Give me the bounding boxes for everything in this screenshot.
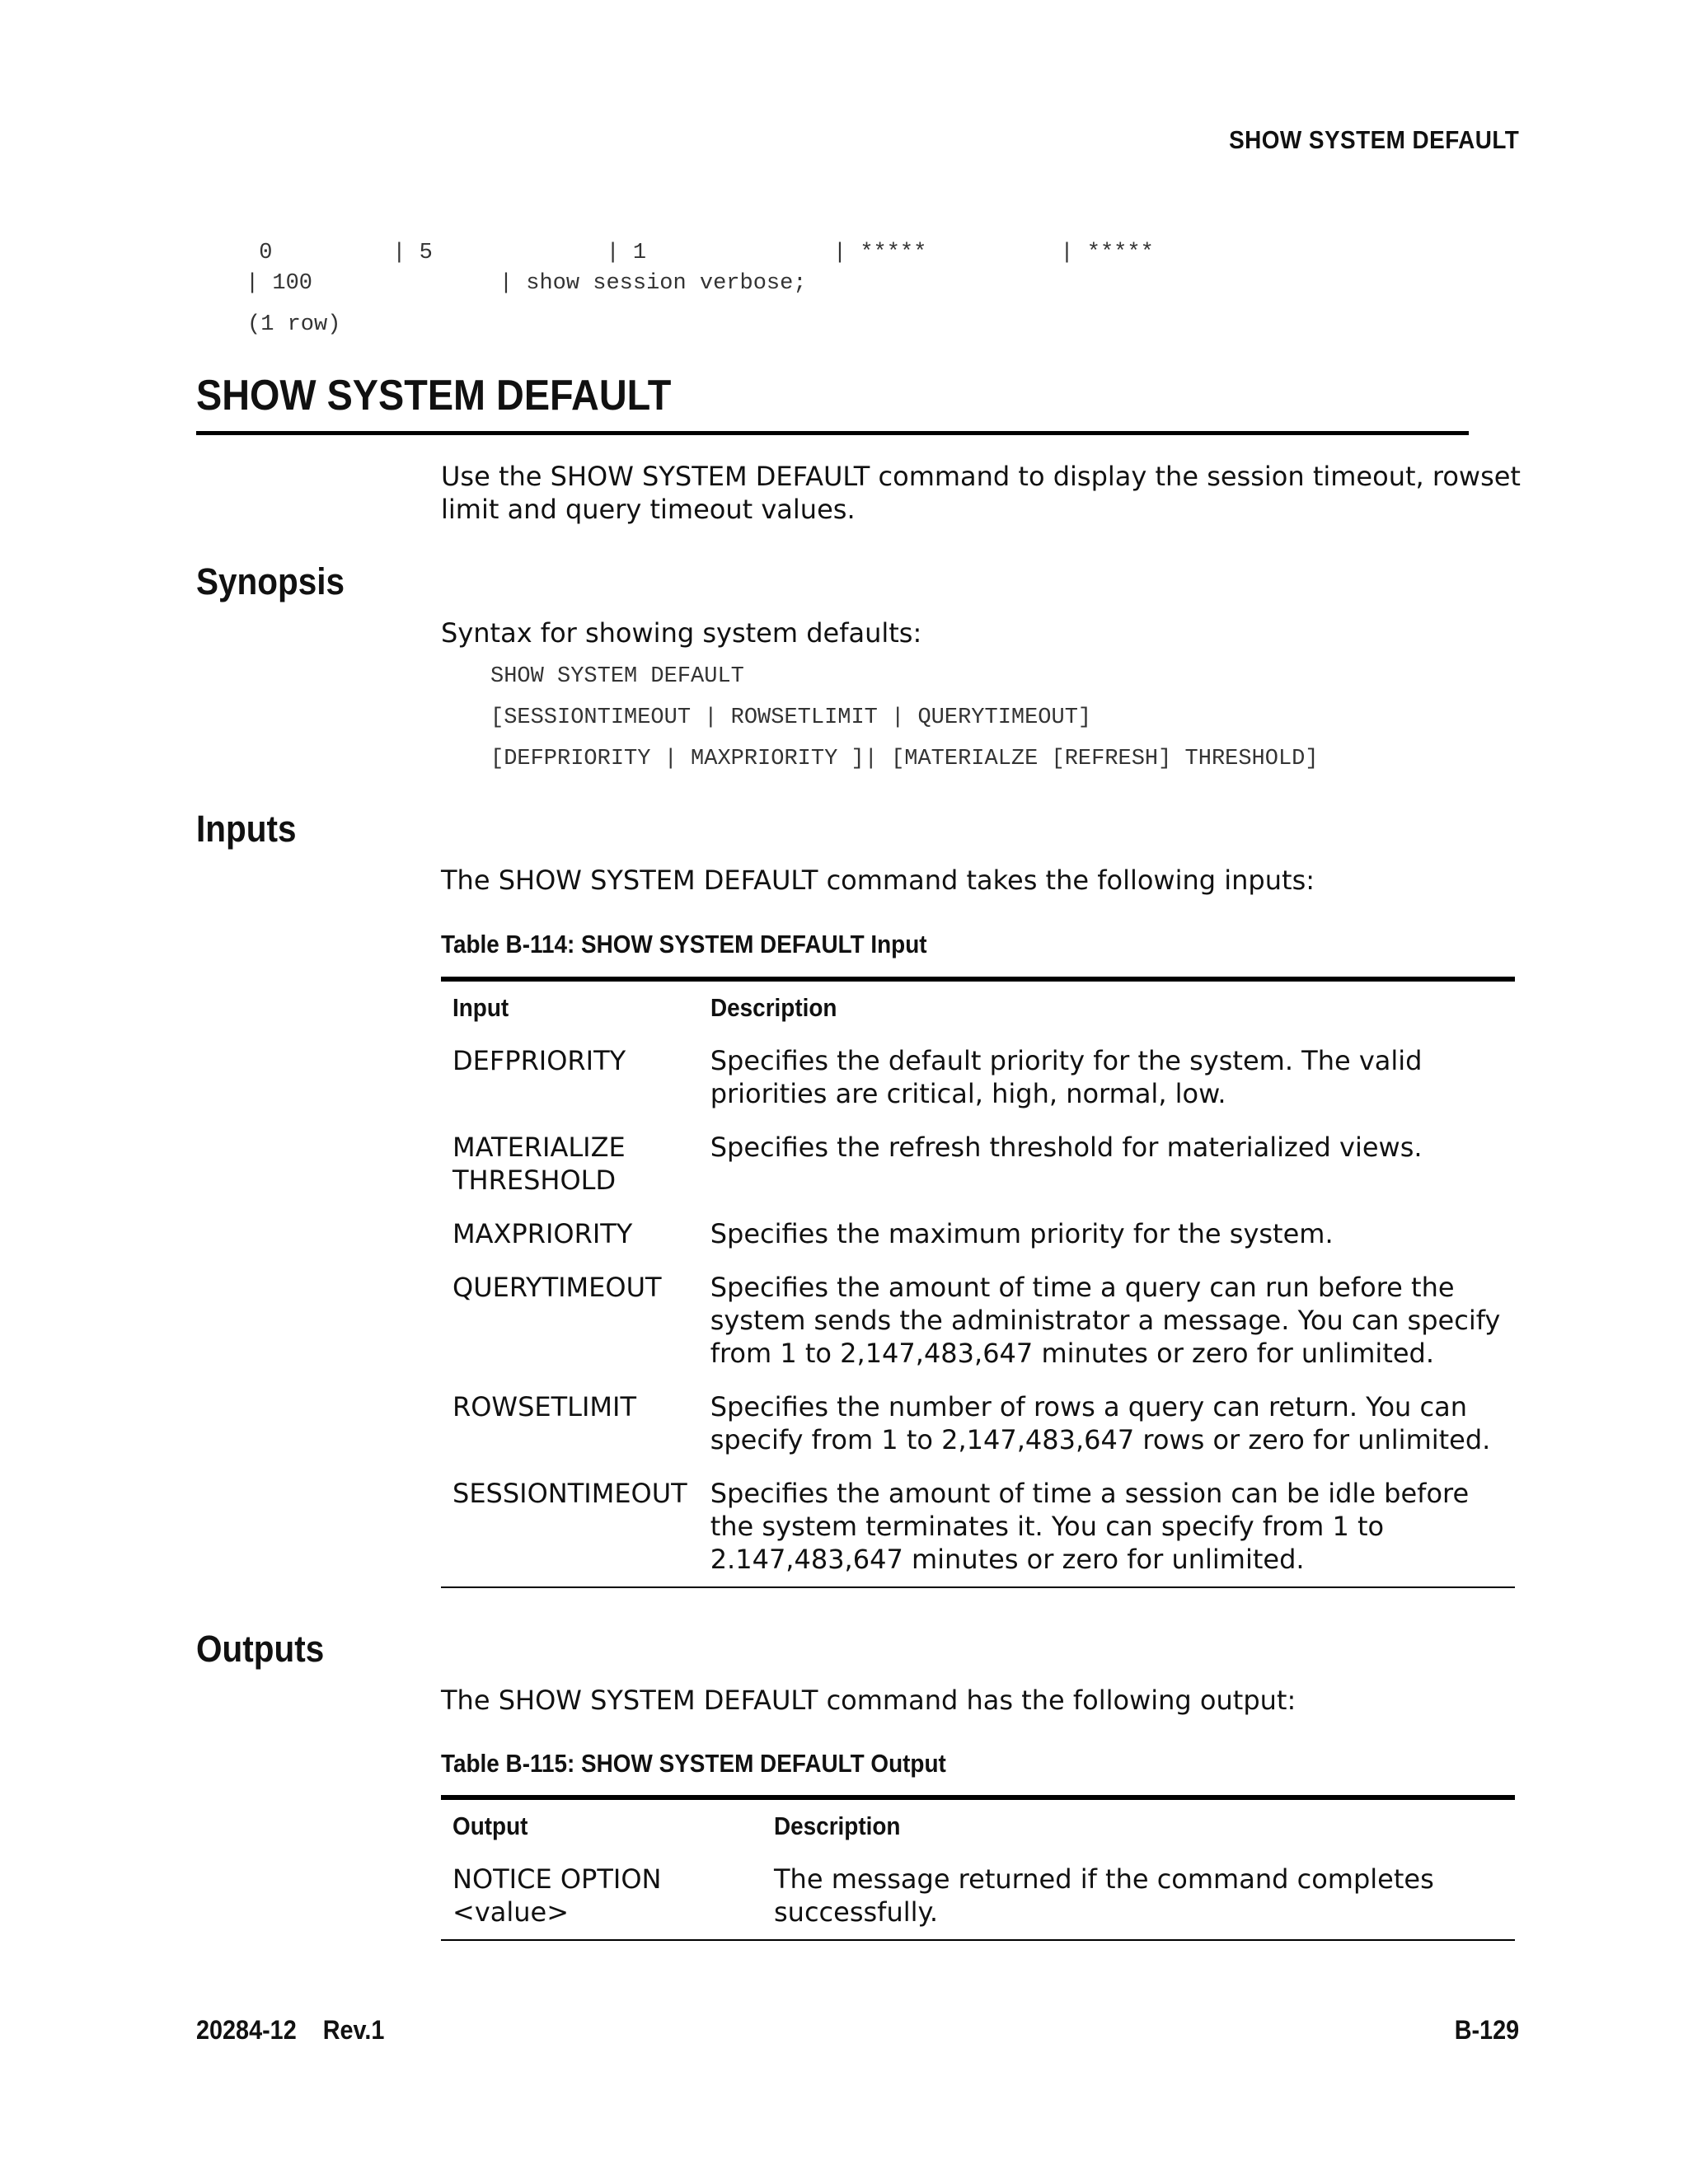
output-table	[441, 1795, 1515, 1941]
input-description: Specifies the refresh threshold for materialized views.	[710, 1132, 1423, 1163]
table-row	[441, 1380, 1515, 1467]
input-name: QUERYTIMEOUT	[452, 1272, 662, 1303]
input-description: Specifies the maximum priority for the system.	[710, 1218, 1334, 1249]
output-table-caption: Table B-115: SHOW SYSTEM DEFAULT Output	[441, 1749, 946, 1778]
column-header: Input	[452, 993, 509, 1022]
code-output-line: 0 | 5 | 1 | ***** | *****	[246, 241, 1154, 265]
table-row	[441, 1207, 1515, 1261]
input-description: Specifies the amount of time a session can be idle before the system terminates it. You can specify from 1 to 2.147,483,647 minutes or zero for unlimited.	[710, 1478, 1470, 1575]
synopsis-text: Syntax for showing system defaults:	[441, 617, 922, 649]
table-header-row	[441, 1797, 1515, 1853]
table-row	[441, 1121, 1515, 1207]
column-header: Description	[710, 993, 837, 1022]
table-row	[441, 1261, 1515, 1380]
input-name: MATERIALIZE THRESHOLD	[452, 1132, 626, 1196]
column-header: Description	[774, 1811, 901, 1840]
synopsis-heading: Synopsis	[196, 560, 345, 602]
outputs-heading: Outputs	[196, 1628, 325, 1670]
input-description: Specifies the number of rows a query can return. You can specify from 1 to 2,147,483,647 rows or zero for unlimited.	[710, 1391, 1491, 1455]
input-table	[441, 977, 1515, 1588]
revision: Rev.1	[322, 2015, 385, 2045]
table-row	[441, 1467, 1515, 1587]
syntax-line: [DEFPRIORITY | MAXPRIORITY ]| [MATERIALZE [REFRESH] THRESHOLD]	[490, 747, 1319, 771]
table-row	[441, 1034, 1515, 1121]
input-description: Specifies the amount of time a query can run before the system sends the administrator a message. You can specify from 1 to 2,147,483,647 minutes or zero for unlimited.	[710, 1272, 1501, 1369]
footer-left	[196, 2015, 384, 2184]
input-description: Specifies the default priority for the system. The valid priorities are critical, high, normal, low.	[710, 1045, 1423, 1109]
outputs-text: The SHOW SYSTEM DEFAULT command has the following output:	[441, 1685, 1296, 1716]
input-name: DEFPRIORITY	[452, 1045, 626, 1076]
doc-number: 20284-12	[196, 2015, 297, 2045]
page-number: B-129	[1454, 2015, 1519, 2045]
input-name: SESSIONTIMEOUT	[452, 1478, 687, 1509]
input-table-caption: Table B-114: SHOW SYSTEM DEFAULT Input	[441, 930, 927, 958]
input-name: ROWSETLIMIT	[452, 1391, 636, 1422]
syntax-line: [SESSIONTIMEOUT | ROWSETLIMIT | QUERYTIMEOUT]	[490, 705, 1092, 730]
code-output-row-count: (1 row)	[247, 312, 341, 337]
syntax-line: SHOW SYSTEM DEFAULT	[490, 664, 744, 689]
inputs-text: The SHOW SYSTEM DEFAULT command takes the following inputs:	[441, 865, 1315, 896]
section-title: SHOW SYSTEM DEFAULT	[196, 372, 672, 419]
code-output-line: | 100 | show session verbose;	[246, 271, 807, 296]
output-description: The message returned if the command completes successfully.	[774, 1863, 1434, 1928]
column-header: Output	[452, 1811, 528, 1840]
running-header: SHOW SYSTEM DEFAULT	[1228, 125, 1519, 154]
intro-paragraph: Use the SHOW SYSTEM DEFAULT command to display the session timeout, rowset limit and query timeout values.	[441, 461, 1521, 525]
table-row	[441, 1853, 1515, 1940]
input-name: MAXPRIORITY	[452, 1218, 633, 1249]
output-name: NOTICE OPTION <value>	[452, 1863, 662, 1928]
inputs-heading: Inputs	[196, 808, 297, 850]
title-rule	[196, 431, 1469, 435]
table-header-row	[441, 979, 1515, 1034]
